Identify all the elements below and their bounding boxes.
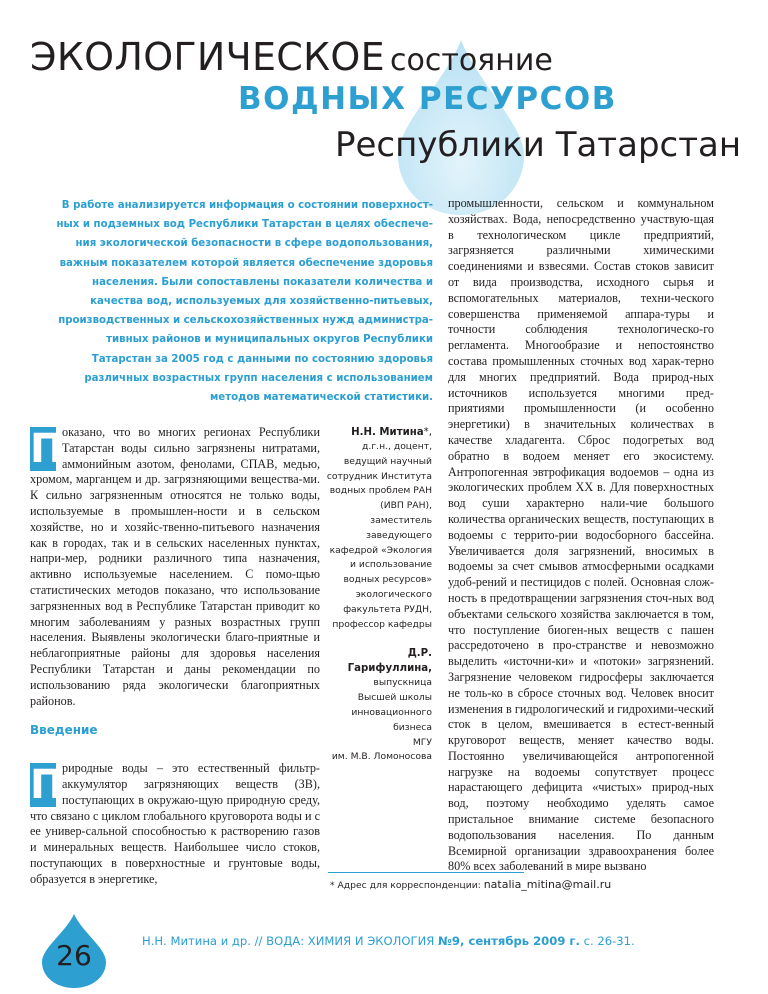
footer-issue: №9, сентябрь 2009 г. — [437, 934, 580, 948]
author-affiliation-line: факультета РУДН, — [343, 603, 432, 615]
abstract: В работе анализируется информация о состоянии поверхност-ных и подземных вод Республики Татарстан в целях обеспече-ния экологической безопасности в сфере водопользования, важным показателем которой является обеспечение здоровья населения. Были сопоставлены показатели количества и качества вод, используемых для хозяйственно-питьевых, производственных и сельскохозяйственных нужд администра-тивных районов и муниципальных округов Республики Татарстан за 2005 год с данными по состоянию здоровья различных возрастных групп населения с использованием методов математической статистики. — [56, 200, 433, 404]
introduction-paragraph — [30, 761, 320, 887]
section-heading-introduction: Введение — [30, 723, 98, 738]
author-affiliation-line: водных ресурсов» — [343, 574, 432, 586]
article-title-line2: ВОДНЫХ РЕСУРСОВ — [238, 81, 617, 117]
page-number: 26 — [56, 939, 92, 972]
author-affiliation-line: им. М.В. Ломоносова — [331, 751, 432, 763]
article-title-line1 — [30, 35, 553, 79]
article-title-line3: Республики Татарстан — [335, 125, 742, 165]
author-affiliation-line: МГУ — [412, 736, 432, 748]
correspondence-email: natalia_mitina@mail.ru — [483, 878, 612, 891]
author-affiliation-line: и использование — [349, 559, 432, 571]
author-name: Д.Р. Гарифуллина, — [347, 648, 432, 675]
drop-cap: П — [30, 426, 64, 472]
author-affiliation-line: кафедрой «Экология — [329, 544, 432, 556]
right-column — [448, 196, 714, 875]
author-affiliation-line: д.г.н., доцент, — [362, 441, 432, 452]
author-affiliation-line: заведующего — [366, 529, 432, 541]
running-footer — [142, 934, 635, 948]
author-affiliation-line: экологического — [355, 588, 432, 600]
authors-column — [322, 425, 432, 765]
author-affiliation-line: выпускница — [373, 677, 432, 689]
author-affiliation-line: (ИВП РАН), — [380, 500, 432, 512]
footnote-label: * Адрес для корреспонденции: — [330, 880, 481, 891]
footnote-divider — [328, 872, 524, 873]
author-name: Н.Н. Митина*, — [351, 427, 432, 438]
author-affiliation-line: инновационного — [351, 706, 432, 718]
title-caps: ЭКОЛОГИЧЕСКОЕ — [30, 35, 385, 79]
introduction-text: риродные воды – это естественный фильтр-аккумулятор загрязняющих веществ (ЗВ), поступающих в окружаю-щую природную среду, что связано с циклом глобального круговорота воды и с ее универ-сальной способностью к растворению газов и минеральных веществ. Наибольшее число стоков, поступающих в поверхностные и грунтовые воды, образуется в энергетике, — [30, 761, 320, 886]
footnote — [330, 878, 730, 893]
title-rest: состояние — [390, 43, 553, 78]
author-affiliation-line: бизнеса — [393, 721, 432, 733]
left-column — [30, 425, 320, 888]
author-affiliation-line: водных проблем РАН — [329, 485, 432, 497]
author-affiliation-line: Высшей школы — [357, 692, 432, 704]
author-affiliation-line: сотрудник Института — [326, 470, 432, 482]
author-affiliation-line: ведущий научный — [343, 455, 432, 467]
intro-paragraph — [30, 425, 320, 709]
intro-text: оказано, что во многих регионах Республики Татарстан воды сильно загрязнены нитратами, аммонийным азотом, фенолами, СПАВ, медью, хромом, марганцем и др. загрязняющими вещества-ми. К сильно загрязненным относятся не только воды, используемые в промышлен-ности и в сельском хозяйстве, но и хозяйс-твенно-питьевого назначения как в городах, так и в сельских населенных пунктах, напри-мер, родники различного типа назначения, активно используемые населением. С помо-щью статистических методов показано, что использование загрязненных вод в Республике Татарстан приводит ко многим заболеваниям у разных возрастных групп населения. Выявлены экологически благо-приятные и неблагоприятные районы для здоровья населения Республики Татарстан и даны рекомендации по использованию ряда экологически благоприятных районов. — [30, 425, 320, 708]
body-text: промышленности, сельском и коммунальном хозяйствах. Вода, непосредственно участвую-щая в технологическом цикле предприятий, загрязняется различными химическими соединениями и взвесями. Состав стоков зависит от вида производства, исходного сырья и вспомогательных материалов, техни-ческого совершенства применяемой аппара-туры и точности соблюдения технологическо-го регламента. Многообразие и непостоянство состава промышленных сточных вод харак-терно для многих предприятий. Вода природ-ных источников используется многими пред-приятиями промышленности (и особенно энергетики) в значительных количествах в качестве хладагента. Сброс подогретых вод обратно в водоем меняет его экосистему. Антропогенная эвтрофикация водоемов – одна из экологических проблем XX в. Для поверхностных вод суши характерно нали-чие большого количества органических веществ, поступающих в водоемы с террито-рии водосборного бассейна. Увеличивается доля загрязнений, вносимых в водоемы за счет смывов атмосферными осадками удоб-рений и пестицидов с полей. Основная слож-ность в предотвращении загрязнения сточ-ных вод объектами сельского хозяйства заключается в том, что поступление биоген-ных веществ с пашен рассредоточено в про-странстве и невозможно выделить «источни-ки» и «потоки» загрязнений. Загрязнение человеком гидросферы заключается не толь-ко в сбросе сточных вод. Человек вносит изменения в гидрологический и гидрохими-ческий сток в целом, вмешивается в естест-венный круговорот веществ, меняет качество воды. Постоянно увеличивающейся антропогенной нагрузке на водоемы сопутствует процесс нарастающего дефицита «чистых» природ-ных вод, поэтому необходимо уделять самое пристальное внимание системе безопасного водопользования населения. По данным Всемирной организации здравоохранения более 80% всех заболеваний в мире вызвано — [448, 196, 714, 874]
footer-pages: с. 26-31. — [583, 934, 635, 948]
author-affiliation-line: профессор кафедры — [332, 618, 432, 630]
drop-cap: П — [30, 762, 64, 809]
author-affiliation-line: заместитель — [370, 514, 432, 526]
footer-citation: Н.Н. Митина и др. // ВОДА: ХИМИЯ И ЭКОЛОГИЯ — [142, 934, 435, 948]
